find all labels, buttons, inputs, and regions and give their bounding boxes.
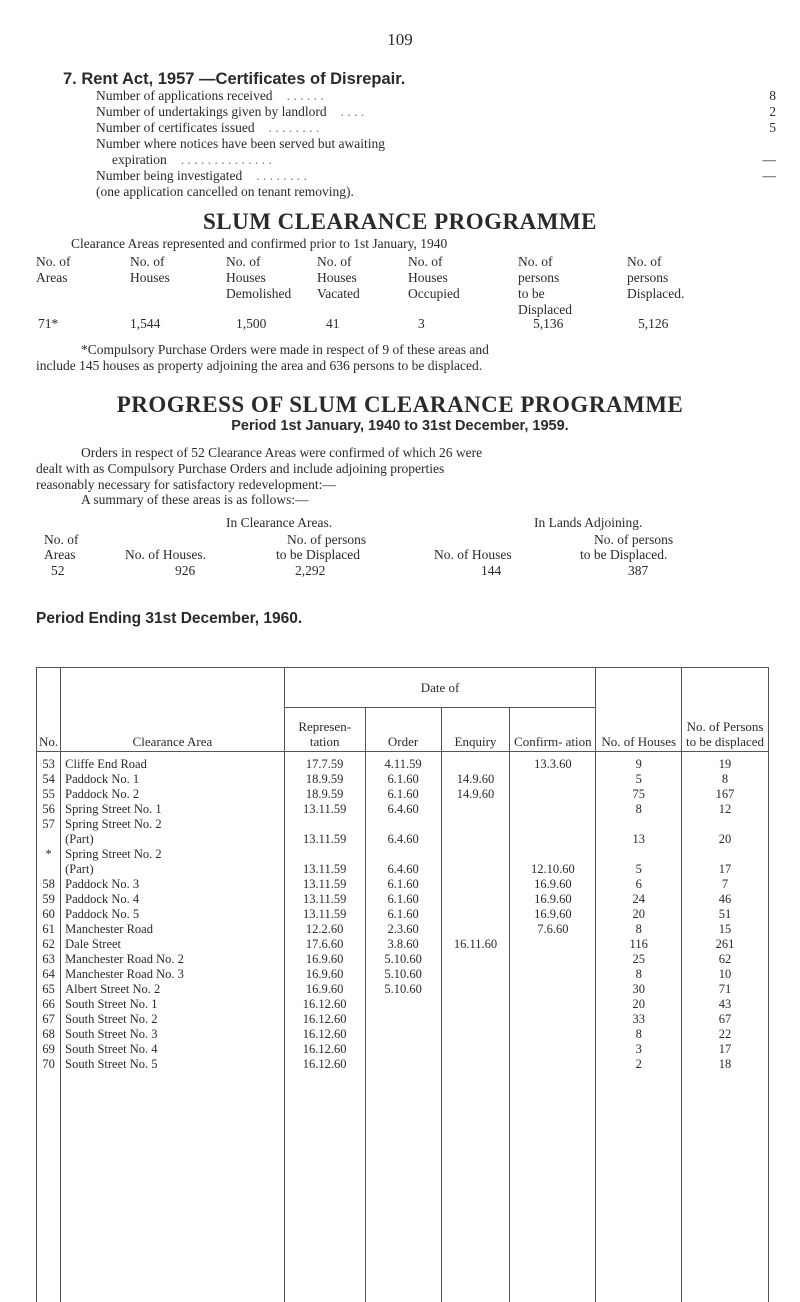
- cell-rep: 13.11.59: [284, 907, 365, 922]
- cell-persons: 62: [682, 952, 769, 967]
- slum-header-cell: No. of: [627, 254, 662, 269]
- cell-no: 70: [37, 1057, 61, 1072]
- cell-confirm: [510, 802, 596, 817]
- table-row: [37, 922, 769, 937]
- cell-houses: 5: [596, 772, 682, 787]
- cell-enquiry: [441, 892, 510, 907]
- cell-order: [365, 1027, 441, 1042]
- cell-order: [365, 997, 441, 1012]
- section-7-row-dots: . . . . . .: [286, 88, 324, 103]
- cell-houses: 25: [596, 952, 682, 967]
- cell-order: [365, 1042, 441, 1057]
- cell-confirm: [510, 1042, 596, 1057]
- table-row: [37, 832, 769, 847]
- cell-confirm: [510, 952, 596, 967]
- cell-confirm: [510, 832, 596, 847]
- cell-area: Cliffe End Road: [61, 752, 285, 773]
- table-row: [37, 1012, 769, 1027]
- value-areas: 52: [51, 563, 65, 578]
- table-row: [37, 862, 769, 877]
- cell-rep: 16.12.60: [284, 1027, 365, 1042]
- table-row: [37, 967, 769, 982]
- cell-rep: 13.11.59: [284, 862, 365, 877]
- slum-header-cell: Vacated: [317, 286, 360, 301]
- cell-order: 6.1.60: [365, 892, 441, 907]
- progress-para-3: reasonably necessary for satisfactory redevelopment:—: [36, 477, 336, 492]
- slum-header-cell: No. of: [130, 254, 165, 269]
- cell-confirm: 13.3.60: [510, 752, 596, 773]
- cell-houses: 13: [596, 832, 682, 847]
- slum-header-cell: No. of: [408, 254, 443, 269]
- cell-enquiry: [441, 817, 510, 832]
- cell-confirm: [510, 1012, 596, 1027]
- cell-rep: 18.9.59: [284, 787, 365, 802]
- cell-houses: 8: [596, 802, 682, 817]
- value-persons: 2,292: [295, 563, 326, 578]
- cell-rep: 17.7.59: [284, 752, 365, 773]
- cell-houses: 33: [596, 1012, 682, 1027]
- table-row: [37, 952, 769, 967]
- cell-order: 6.1.60: [365, 787, 441, 802]
- cell-area: South Street No. 1: [61, 997, 285, 1012]
- cell-order: 2.3.60: [365, 922, 441, 937]
- table-row: [37, 1042, 769, 1057]
- header-order: Order: [365, 708, 441, 752]
- table-row: [37, 752, 769, 773]
- section-7-row: [96, 168, 776, 184]
- cell-area: Albert Street No. 2: [61, 982, 285, 997]
- cell-persons: 71: [682, 982, 769, 997]
- slum-clearance-title: SLUM CLEARANCE PROGRAMME: [202, 209, 598, 234]
- value-adj-houses: 144: [481, 563, 502, 578]
- cell-rep: 16.12.60: [284, 1012, 365, 1027]
- cell-persons: 7: [682, 877, 769, 892]
- progress-title: PROGRESS OF SLUM CLEARANCE PROGRAMME: [116, 392, 684, 417]
- cell-enquiry: [441, 877, 510, 892]
- cell-order: 6.4.60: [365, 862, 441, 877]
- cell-houses: 75: [596, 787, 682, 802]
- cell-area: Spring Street No. 1: [61, 802, 285, 817]
- slum-header-cell: No. of: [518, 254, 553, 269]
- section-7-row: [96, 88, 776, 104]
- group-clearance-areas: In Clearance Areas.: [226, 515, 333, 530]
- slum-header-cell: No. of: [317, 254, 352, 269]
- cell-persons: 22: [682, 1027, 769, 1042]
- cell-order: 5.10.60: [365, 967, 441, 982]
- cell-enquiry: [441, 752, 510, 773]
- cell-area: Dale Street: [61, 937, 285, 952]
- slum-header-cell: Houses: [130, 270, 170, 285]
- table-row: [37, 802, 769, 817]
- cell-houses: 2: [596, 1057, 682, 1072]
- cell-no: 57: [37, 817, 61, 832]
- cell-confirm: 16.9.60: [510, 877, 596, 892]
- cell-persons: 46: [682, 892, 769, 907]
- table-filler-row: [37, 1072, 769, 1302]
- slum-value: 5,126: [638, 316, 669, 331]
- section-7-row-label: Number of applications received: [96, 88, 273, 103]
- page-number: 109: [387, 30, 413, 49]
- cell-order: [365, 1057, 441, 1072]
- slum-header-cell: Areas: [36, 270, 68, 285]
- cell-confirm: 12.10.60: [510, 862, 596, 877]
- cell-order: [365, 847, 441, 862]
- cell-order: 4.11.59: [365, 752, 441, 773]
- cell-order: 6.4.60: [365, 802, 441, 817]
- header-enquiry: Enquiry: [441, 708, 510, 752]
- slum-header-cell: Occupied: [408, 286, 460, 301]
- section-7-row-value: 5: [769, 120, 776, 135]
- cell-enquiry: [441, 832, 510, 847]
- cell-no: 67: [37, 1012, 61, 1027]
- table-row: [37, 997, 769, 1012]
- cell-area: Manchester Road No. 3: [61, 967, 285, 982]
- cell-enquiry: [441, 922, 510, 937]
- cell-no: 64: [37, 967, 61, 982]
- cell-area: (Part): [61, 832, 285, 847]
- cell-order: 5.10.60: [365, 952, 441, 967]
- cell-order: 6.4.60: [365, 832, 441, 847]
- slum-header-cell: to be: [518, 286, 545, 301]
- table-row: [37, 1057, 769, 1072]
- cell-order: 3.8.60: [365, 937, 441, 952]
- progress-para-4: A summary of these areas is as follows:—: [81, 492, 309, 507]
- cell-persons: 18: [682, 1057, 769, 1072]
- cell-rep: 16.12.60: [284, 1042, 365, 1057]
- table-row: [37, 982, 769, 997]
- slum-value: 1,500: [236, 316, 267, 331]
- cell-persons: 43: [682, 997, 769, 1012]
- table-row: [37, 1027, 769, 1042]
- cell-confirm: 16.9.60: [510, 907, 596, 922]
- cell-area: (Part): [61, 862, 285, 877]
- cell-houses: 6: [596, 877, 682, 892]
- slum-header-cell: persons: [627, 270, 669, 285]
- cell-rep: 18.9.59: [284, 772, 365, 787]
- cell-rep: 13.11.59: [284, 832, 365, 847]
- cell-confirm: [510, 997, 596, 1012]
- section-7-row-label: Number where notices have been served but awaiting: [96, 136, 386, 151]
- slum-header-cell: Houses: [408, 270, 448, 285]
- filler-cell: [365, 1072, 441, 1302]
- period-1960-heading: Period Ending 31st December, 1960.: [36, 610, 303, 627]
- section-7-row-value: —: [762, 168, 776, 183]
- col-adj-persons-2: to be Displaced.: [580, 547, 668, 562]
- header-no: No.: [37, 668, 61, 752]
- cell-rep: 16.9.60: [284, 967, 365, 982]
- cell-area: South Street No. 2: [61, 1012, 285, 1027]
- section-7-row: [96, 184, 776, 200]
- cell-houses: 8: [596, 967, 682, 982]
- cell-no: 59: [37, 892, 61, 907]
- cell-houses: 8: [596, 1027, 682, 1042]
- section-7-row-dots: . . . . . . . . . . . . . .: [180, 152, 272, 167]
- cell-enquiry: 16.11.60: [441, 937, 510, 952]
- section-7-row-value: 2: [769, 104, 776, 119]
- table-row: [37, 772, 769, 787]
- slum-value: 3: [418, 316, 425, 331]
- cell-persons: 19: [682, 752, 769, 773]
- cell-order: [365, 1012, 441, 1027]
- section-7-row-label: (one application cancelled on tenant removing).: [96, 184, 354, 199]
- filler-cell: [61, 1072, 285, 1302]
- section-7-row-label: Number being investigated: [96, 168, 243, 183]
- slum-note-line-1: *Compulsory Purchase Orders were made in respect of 9 of these areas and: [81, 342, 489, 357]
- cell-area: Paddock No. 1: [61, 772, 285, 787]
- slum-header-cell: No. of: [226, 254, 261, 269]
- col-areas-2: Areas: [44, 547, 76, 562]
- filler-cell: [37, 1072, 61, 1302]
- cell-persons: 12: [682, 802, 769, 817]
- cell-rep: 13.11.59: [284, 892, 365, 907]
- cell-persons: 20: [682, 832, 769, 847]
- cell-rep: 16.9.60: [284, 982, 365, 997]
- filler-cell: [510, 1072, 596, 1302]
- cell-rep: 12.2.60: [284, 922, 365, 937]
- cell-enquiry: [441, 802, 510, 817]
- group-lands-adjoining: In Lands Adjoining.: [534, 515, 643, 530]
- cell-enquiry: [441, 952, 510, 967]
- cell-area: Spring Street No. 2: [61, 847, 285, 862]
- filler-cell: [682, 1072, 769, 1302]
- cell-rep: 13.11.59: [284, 877, 365, 892]
- cell-order: [365, 817, 441, 832]
- cell-no: 66: [37, 997, 61, 1012]
- cell-no: 54: [37, 772, 61, 787]
- cell-enquiry: [441, 847, 510, 862]
- cell-area: Paddock No. 3: [61, 877, 285, 892]
- slum-value: 5,136: [533, 316, 564, 331]
- cell-area: South Street No. 5: [61, 1057, 285, 1072]
- cell-persons: 17: [682, 862, 769, 877]
- filler-cell: [284, 1072, 365, 1302]
- cell-confirm: [510, 967, 596, 982]
- header-persons: No. of Persons to be displaced: [682, 668, 769, 752]
- header-date-of: Date of: [284, 668, 596, 708]
- cell-no: [37, 862, 61, 877]
- cell-rep: [284, 847, 365, 862]
- cell-area: South Street No. 3: [61, 1027, 285, 1042]
- cell-no: 56: [37, 802, 61, 817]
- cell-area: Manchester Road: [61, 922, 285, 937]
- clearance-table: [36, 667, 769, 1302]
- cell-houses: 20: [596, 907, 682, 922]
- cell-no: 60: [37, 907, 61, 922]
- slum-header-cell: Demolished: [226, 286, 292, 301]
- cell-area: Paddock No. 2: [61, 787, 285, 802]
- cell-no: 68: [37, 1027, 61, 1042]
- value-adj-persons: 387: [628, 563, 649, 578]
- cell-area: Manchester Road No. 2: [61, 952, 285, 967]
- cell-rep: 16.12.60: [284, 1057, 365, 1072]
- cell-confirm: [510, 772, 596, 787]
- cell-no: 69: [37, 1042, 61, 1057]
- cell-order: 6.1.60: [365, 772, 441, 787]
- table-row: [37, 787, 769, 802]
- slum-value: 1,544: [130, 316, 161, 331]
- cell-houses: 30: [596, 982, 682, 997]
- table-row: [37, 847, 769, 862]
- section-7-row-dots: . . . .: [340, 104, 365, 119]
- slum-header-cell: Displaced.: [627, 286, 685, 301]
- cell-confirm: [510, 1057, 596, 1072]
- cell-enquiry: [441, 1027, 510, 1042]
- cell-houses: 5: [596, 862, 682, 877]
- col-persons-1: No. of persons: [287, 532, 367, 547]
- col-areas-1: No. of: [44, 532, 79, 547]
- cell-persons: 10: [682, 967, 769, 982]
- cell-confirm: [510, 937, 596, 952]
- cell-enquiry: [441, 967, 510, 982]
- section-7-row: [96, 104, 776, 120]
- cell-houses: 3: [596, 1042, 682, 1057]
- section-7-heading: 7. Rent Act, 1957 —Certificates of Disrepair.: [63, 70, 406, 88]
- cell-rep: 17.6.60: [284, 937, 365, 952]
- section-7-row-label: expiration: [112, 152, 167, 167]
- section-7-row-label: Number of undertakings given by landlord: [96, 104, 327, 119]
- cell-confirm: [510, 847, 596, 862]
- table-row: [37, 937, 769, 952]
- cell-enquiry: [441, 862, 510, 877]
- cell-persons: [682, 817, 769, 832]
- cell-no: 58: [37, 877, 61, 892]
- cell-enquiry: [441, 982, 510, 997]
- cell-persons: 167: [682, 787, 769, 802]
- table-row: [37, 907, 769, 922]
- cell-confirm: [510, 982, 596, 997]
- slum-header-cell: No. of: [36, 254, 71, 269]
- slum-header-cell: Houses: [226, 270, 266, 285]
- section-7-row-dots: . . . . . . . .: [256, 168, 307, 183]
- cell-enquiry: [441, 1057, 510, 1072]
- cell-no: [37, 832, 61, 847]
- slum-header-cell: Houses: [317, 270, 357, 285]
- progress-para-1: Orders in respect of 52 Clearance Areas were confirmed of which 26 were: [81, 445, 483, 460]
- cell-houses: 9: [596, 752, 682, 773]
- section-7-row: [112, 152, 776, 168]
- slum-header-cell: persons: [518, 270, 560, 285]
- table-row: [37, 817, 769, 832]
- cell-enquiry: [441, 1012, 510, 1027]
- filler-cell: [441, 1072, 510, 1302]
- cell-area: South Street No. 4: [61, 1042, 285, 1057]
- cell-confirm: 7.6.60: [510, 922, 596, 937]
- col-adj-persons-1: No. of persons: [594, 532, 674, 547]
- section-7-row-value: —: [762, 152, 776, 167]
- cell-area: Paddock No. 5: [61, 907, 285, 922]
- progress-period: Period 1st January, 1940 to 31st December, 1959.: [231, 418, 569, 434]
- slum-header-cell: Displaced: [518, 302, 572, 317]
- cell-rep: 16.12.60: [284, 997, 365, 1012]
- filler-cell: [596, 1072, 682, 1302]
- cell-houses: [596, 847, 682, 862]
- cell-persons: 15: [682, 922, 769, 937]
- cell-persons: 17: [682, 1042, 769, 1057]
- cell-rep: 13.11.59: [284, 802, 365, 817]
- cell-persons: [682, 847, 769, 862]
- cell-enquiry: [441, 1042, 510, 1057]
- cell-area: Spring Street No. 2: [61, 817, 285, 832]
- cell-no: *: [37, 847, 61, 862]
- section-7-row-label: Number of certificates issued: [96, 120, 255, 135]
- col-persons-2: to be Displaced: [276, 547, 360, 562]
- cell-confirm: 16.9.60: [510, 892, 596, 907]
- clearance-table-body: [37, 752, 769, 1302]
- cell-houses: 8: [596, 922, 682, 937]
- cell-confirm: [510, 787, 596, 802]
- cell-persons: 261: [682, 937, 769, 952]
- section-7-row: [96, 120, 776, 136]
- section-7-row-value: 8: [769, 88, 776, 103]
- slum-clearance-subtitle: Clearance Areas represented and confirmed prior to 1st January, 1940: [71, 236, 448, 251]
- progress-para-2: dealt with as Compulsory Purchase Orders and include adjoining properties: [36, 461, 445, 476]
- slum-value: 71*: [38, 316, 59, 331]
- cell-no: 62: [37, 937, 61, 952]
- cell-confirm: [510, 817, 596, 832]
- cell-no: 61: [37, 922, 61, 937]
- table-row: [37, 892, 769, 907]
- cell-enquiry: 14.9.60: [441, 787, 510, 802]
- cell-enquiry: 14.9.60: [441, 772, 510, 787]
- cell-enquiry: [441, 907, 510, 922]
- cell-confirm: [510, 1027, 596, 1042]
- cell-rep: [284, 817, 365, 832]
- slum-value: 41: [326, 316, 340, 331]
- cell-order: 5.10.60: [365, 982, 441, 997]
- cell-rep: 16.9.60: [284, 952, 365, 967]
- header-confirmation: Confirm- ation: [510, 708, 596, 752]
- cell-houses: 24: [596, 892, 682, 907]
- cell-persons: 8: [682, 772, 769, 787]
- cell-persons: 67: [682, 1012, 769, 1027]
- header-area: Clearance Area: [61, 668, 285, 752]
- value-houses: 926: [175, 563, 196, 578]
- cell-no: 63: [37, 952, 61, 967]
- cell-enquiry: [441, 997, 510, 1012]
- cell-houses: 20: [596, 997, 682, 1012]
- table-row: [37, 877, 769, 892]
- section-7-row-dots: . . . . . . . .: [268, 120, 320, 135]
- col-houses: No. of Houses.: [125, 547, 206, 562]
- cell-order: 6.1.60: [365, 877, 441, 892]
- header-houses: No. of Houses: [596, 668, 682, 752]
- col-adj-houses: No. of Houses: [434, 547, 512, 562]
- cell-order: 6.1.60: [365, 907, 441, 922]
- cell-no: 55: [37, 787, 61, 802]
- header-representation: Represen- tation: [284, 708, 365, 752]
- section-7-row: [96, 136, 776, 152]
- slum-note-line-2: include 145 houses as property adjoining the area and 636 persons to be displaced.: [36, 358, 483, 373]
- cell-houses: [596, 817, 682, 832]
- cell-area: Paddock No. 4: [61, 892, 285, 907]
- cell-no: 65: [37, 982, 61, 997]
- cell-persons: 51: [682, 907, 769, 922]
- cell-no: 53: [37, 752, 61, 773]
- cell-houses: 116: [596, 937, 682, 952]
